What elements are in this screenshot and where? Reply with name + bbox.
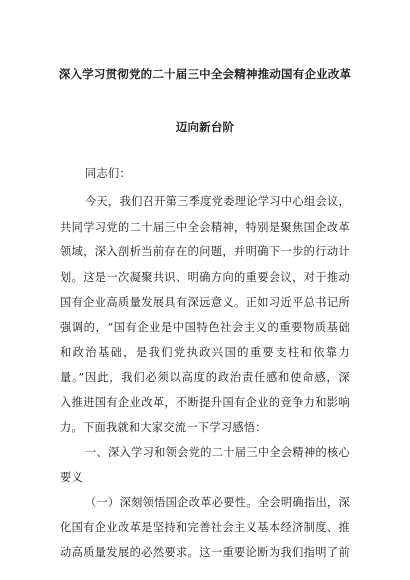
body-line: 国有企业高质量发展具有深远意义。正如习近平总书记所 [60,296,350,309]
body-line: 今天，我们召开第三季度党委理论学习中心组会议， [85,195,350,208]
body-line: 量。”因此，我们必须以高度的政治责任感和使命感，深 [60,371,350,384]
document-title-line-1: 深入学习贯彻党的二十届三中全会精神推动国有企业改革 [58,67,352,81]
body-line: 和政治基础，是我们党执政兴国的重要支柱和依靠力 [60,346,350,359]
section-heading-line: 要义 [60,471,83,484]
body-line: 划。这是一次凝聚共识、明确方向的重要会议，对于推动 [60,271,350,284]
body-line: 强调的，“国有企业是中国特色社会主义的重要物质基础 [60,321,350,334]
body-line: 化国有企业改革是坚持和完善社会主义基本经济制度、推 [60,521,350,534]
body-line: （一）深刻领悟国企改革必要性。全会明确指出，深 [85,496,350,509]
body-line: 力。下面我就和大家交流一下学习感悟： [60,421,267,434]
body-line: 入推进国有企业改革，不断提升国有企业的竞争力和影响 [60,396,350,409]
body-line: 领域，深入剖析当前存在的问题，并明确下一步的行动计 [60,245,350,258]
body-line: 共同学习党的二十届三中全会精神，特别是聚焦国企改革 [60,221,350,234]
section-heading-line: 一、深入学习和领会党的二十届三中全会精神的核心 [85,446,350,459]
body-line: 动高质量发展的必然要求。这一重要论断为我们指明了前 [60,546,350,559]
salutation: 同志们： [85,167,131,180]
document-title-line-2: 迈向新台阶 [175,120,235,134]
